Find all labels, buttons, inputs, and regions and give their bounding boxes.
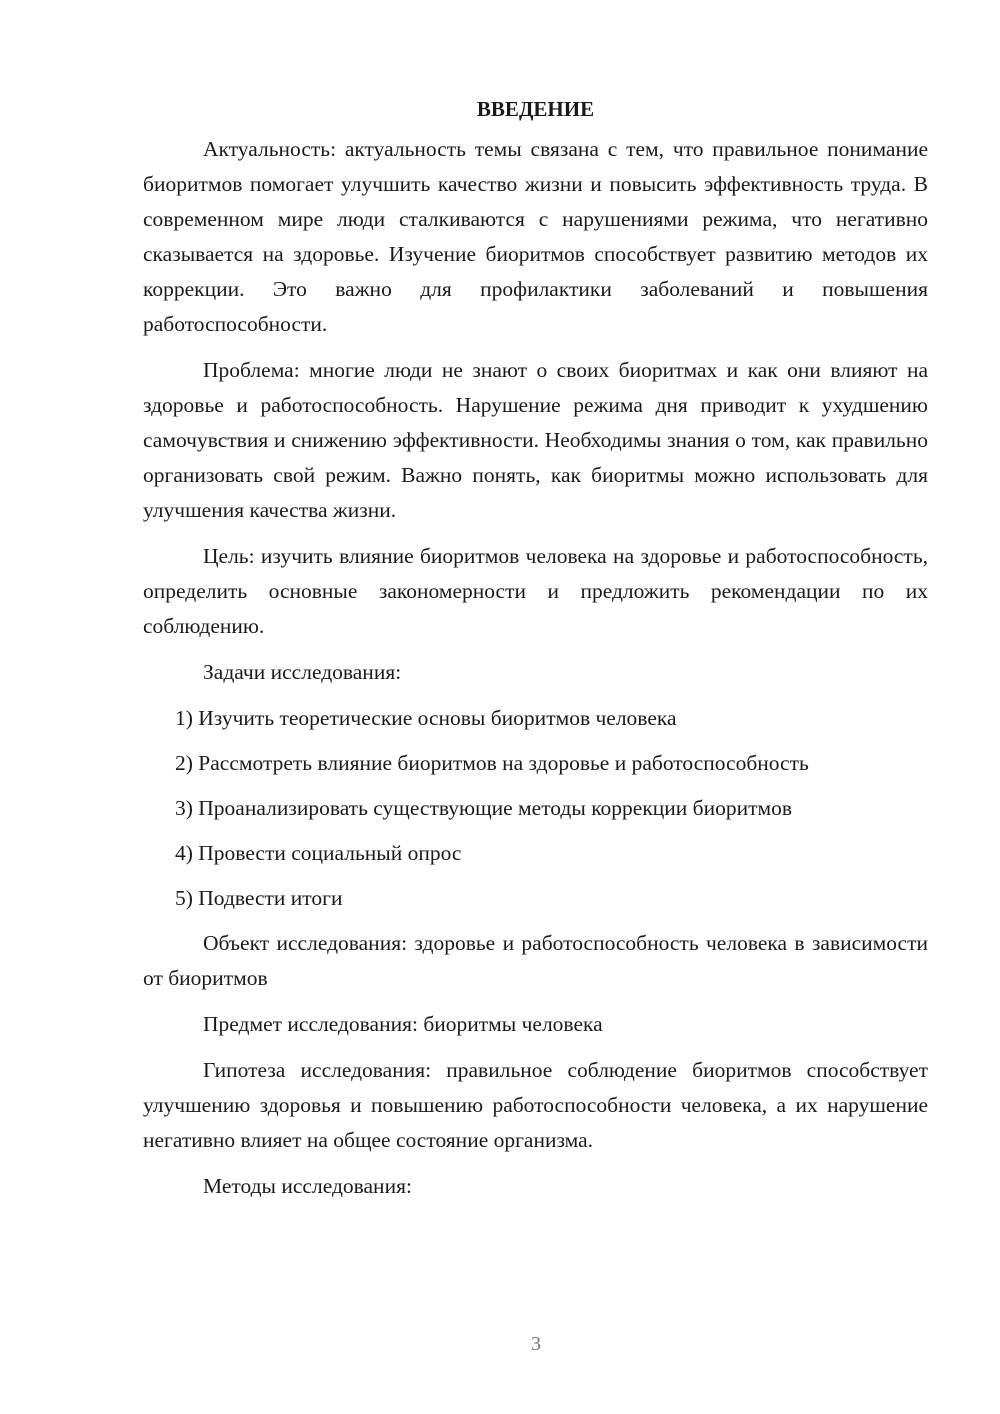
methods-heading: Методы исследования: (203, 1174, 412, 1198)
task-item: 4) Провести социальный опрос (175, 841, 462, 865)
subject-paragraph: Предмет исследования: биоритмы человека (203, 1012, 603, 1036)
task-item: 3) Проанализировать существующие методы коррекции биоритмов (175, 796, 793, 820)
problem-paragraph: Проблема: многие люди не знают о своих биоритмах и как они влияют на здоровье и работоспособность. Нарушение режима дня приводит к ухудшению самочувствия и снижению эффективности. Необходимы знания о том, как правильно организовать свой режим. Важно понять, как биоритмы можно использовать для улучшения качества жизни. (143, 358, 928, 522)
task-item: 1) Изучить теоретические основы биоритмов человека (175, 706, 677, 730)
section-title: ВВЕДЕНИЕ (476, 97, 595, 121)
document-page (143, 92, 928, 1215)
goal-paragraph: Цель: изучить влияние биоритмов человека на здоровье и работоспособность, определить основные закономерности и предложить рекомендации по их соблюдению. (143, 544, 928, 638)
task-item: 2) Рассмотреть влияние биоритмов на здоровье и работоспособность (175, 751, 809, 775)
tasks-heading: Задачи исследования: (203, 660, 402, 684)
task-item: 5) Подвести итоги (175, 886, 343, 910)
object-paragraph: Объект исследования: здоровье и работоспособность человека в зависимости от биоритмов (143, 931, 928, 990)
hypothesis-paragraph: Гипотеза исследования: правильное соблюдение биоритмов способствует улучшению здоровья и повышению работоспособности человека, а их нарушение негативно влияет на общее состояние организма. (143, 1058, 928, 1152)
page-number: 3 (531, 1333, 541, 1355)
relevance-paragraph: Актуальность: актуальность темы связана с тем, что правильное понимание биоритмов помогает улучшить качество жизни и повысить эффективность труда. В современном мире люди сталкиваются с нарушениями режима, что негативно сказывается на здоровье. Изучение биоритмов способствует развитию методов их коррекции. Это важно для профилактики заболеваний и повышения работоспособности. (143, 137, 928, 336)
